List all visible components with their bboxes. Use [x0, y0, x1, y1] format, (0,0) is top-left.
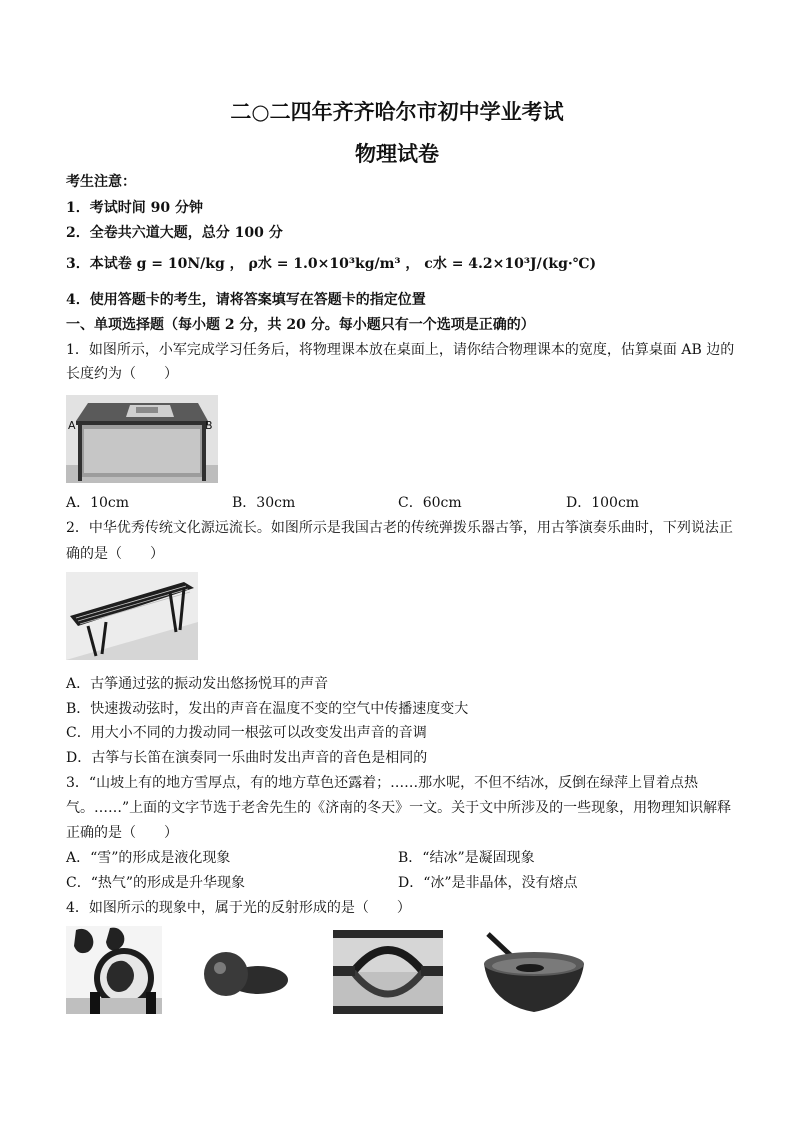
q2-text-line-2: 确的是（ ）	[66, 546, 164, 562]
q3-option-a: A．“雪”的形成是液化现象	[66, 850, 231, 866]
q1-desk-image	[66, 395, 218, 483]
q2-option-a: A．古筝通过弦的振动发出悠扬悦耳的声音	[66, 676, 329, 692]
q3-option-d: D．“冰”是非晶体，没有熔点	[398, 875, 578, 891]
note-item-2: 2．全卷共六道大题，总分 100 分	[66, 225, 283, 241]
q3-option-b: B．“结冰”是凝固现象	[398, 850, 535, 866]
q3-text-line-3: 正确的是（ ）	[66, 825, 178, 841]
q1-option-d: D．100cm	[566, 495, 640, 511]
q3-option-c: C．“热气”的形成是升华现象	[66, 875, 246, 891]
q1-text-line-1: 1．如图所示，小军完成学习任务后，将物理课本放在桌面上，请你结合物理课本的宽度，估算桌面 AB 边的	[66, 342, 735, 358]
q4-text-line-1: 4．如图所示的现象中，属于光的反射形成的是（ ）	[66, 900, 411, 916]
q2-guzheng-image	[66, 572, 198, 660]
notes-heading: 考生注意：	[66, 174, 136, 190]
note-item-1: 1．考试时间 90 分钟	[66, 200, 203, 216]
exam-subtitle: 物理试卷	[355, 141, 439, 166]
q4-bridge-reflection-image	[333, 930, 443, 1014]
q1-option-c: C．60cm	[398, 495, 462, 511]
q2-option-b: B．快速拨动弦时，发出的声音在温度不变的空气中传播速度变大	[66, 701, 469, 717]
q1-option-a: A．10cm	[66, 495, 130, 511]
q2-option-c: C．用大小不同的力拨动同一根弦可以改变发出声音的音调	[66, 725, 427, 741]
q1-point-b-label: B	[205, 419, 213, 432]
q4-sphere-shadow-image	[200, 940, 294, 1006]
q4-shadow-play-image	[66, 926, 162, 1014]
q1-text-line-2: 长度约为（ ）	[66, 366, 178, 382]
q3-text-line-1: 3．“山坡上有的地方雪厚点，有的地方草色还露着；……那水呢，不但不结冰，反倒在绿萍上冒着点热	[66, 775, 699, 791]
note-item-4: 4．使用答题卡的考生，请将答案填写在答题卡的指定位置	[66, 292, 426, 308]
q1-point-a-label: A	[68, 419, 76, 432]
exam-title: 二○二四年齐齐哈尔市初中学业考试	[230, 99, 564, 124]
q2-text-line-1: 2．中华优秀传统文化源远流长。如图所示是我国古老的传统弹拨乐器古筝，用古筝演奏乐曲时，下列说法正	[66, 520, 733, 536]
q3-text-line-2: 气。……”上面的文字节选于老舍先生的《济南的冬天》一文。关于文中所涉及的一些现象，用物理知识解释	[66, 800, 732, 816]
q4-bowl-spoon-image	[480, 930, 588, 1016]
q2-option-d: D．古筝与长笛在演奏同一乐曲时发出声音的音色是相同的	[66, 750, 428, 766]
note-item-3: 3．本试卷 g = 10N/kg ， ρ水 = 1.0×10³kg/m³ ， c水 = 4.2×10³J/(kg·℃)	[66, 256, 597, 272]
section-1-heading: 一、单项选择题（每小题 2 分，共 20 分。每小题只有一个选项是正确的）	[66, 317, 535, 333]
q1-option-b: B．30cm	[232, 495, 296, 511]
